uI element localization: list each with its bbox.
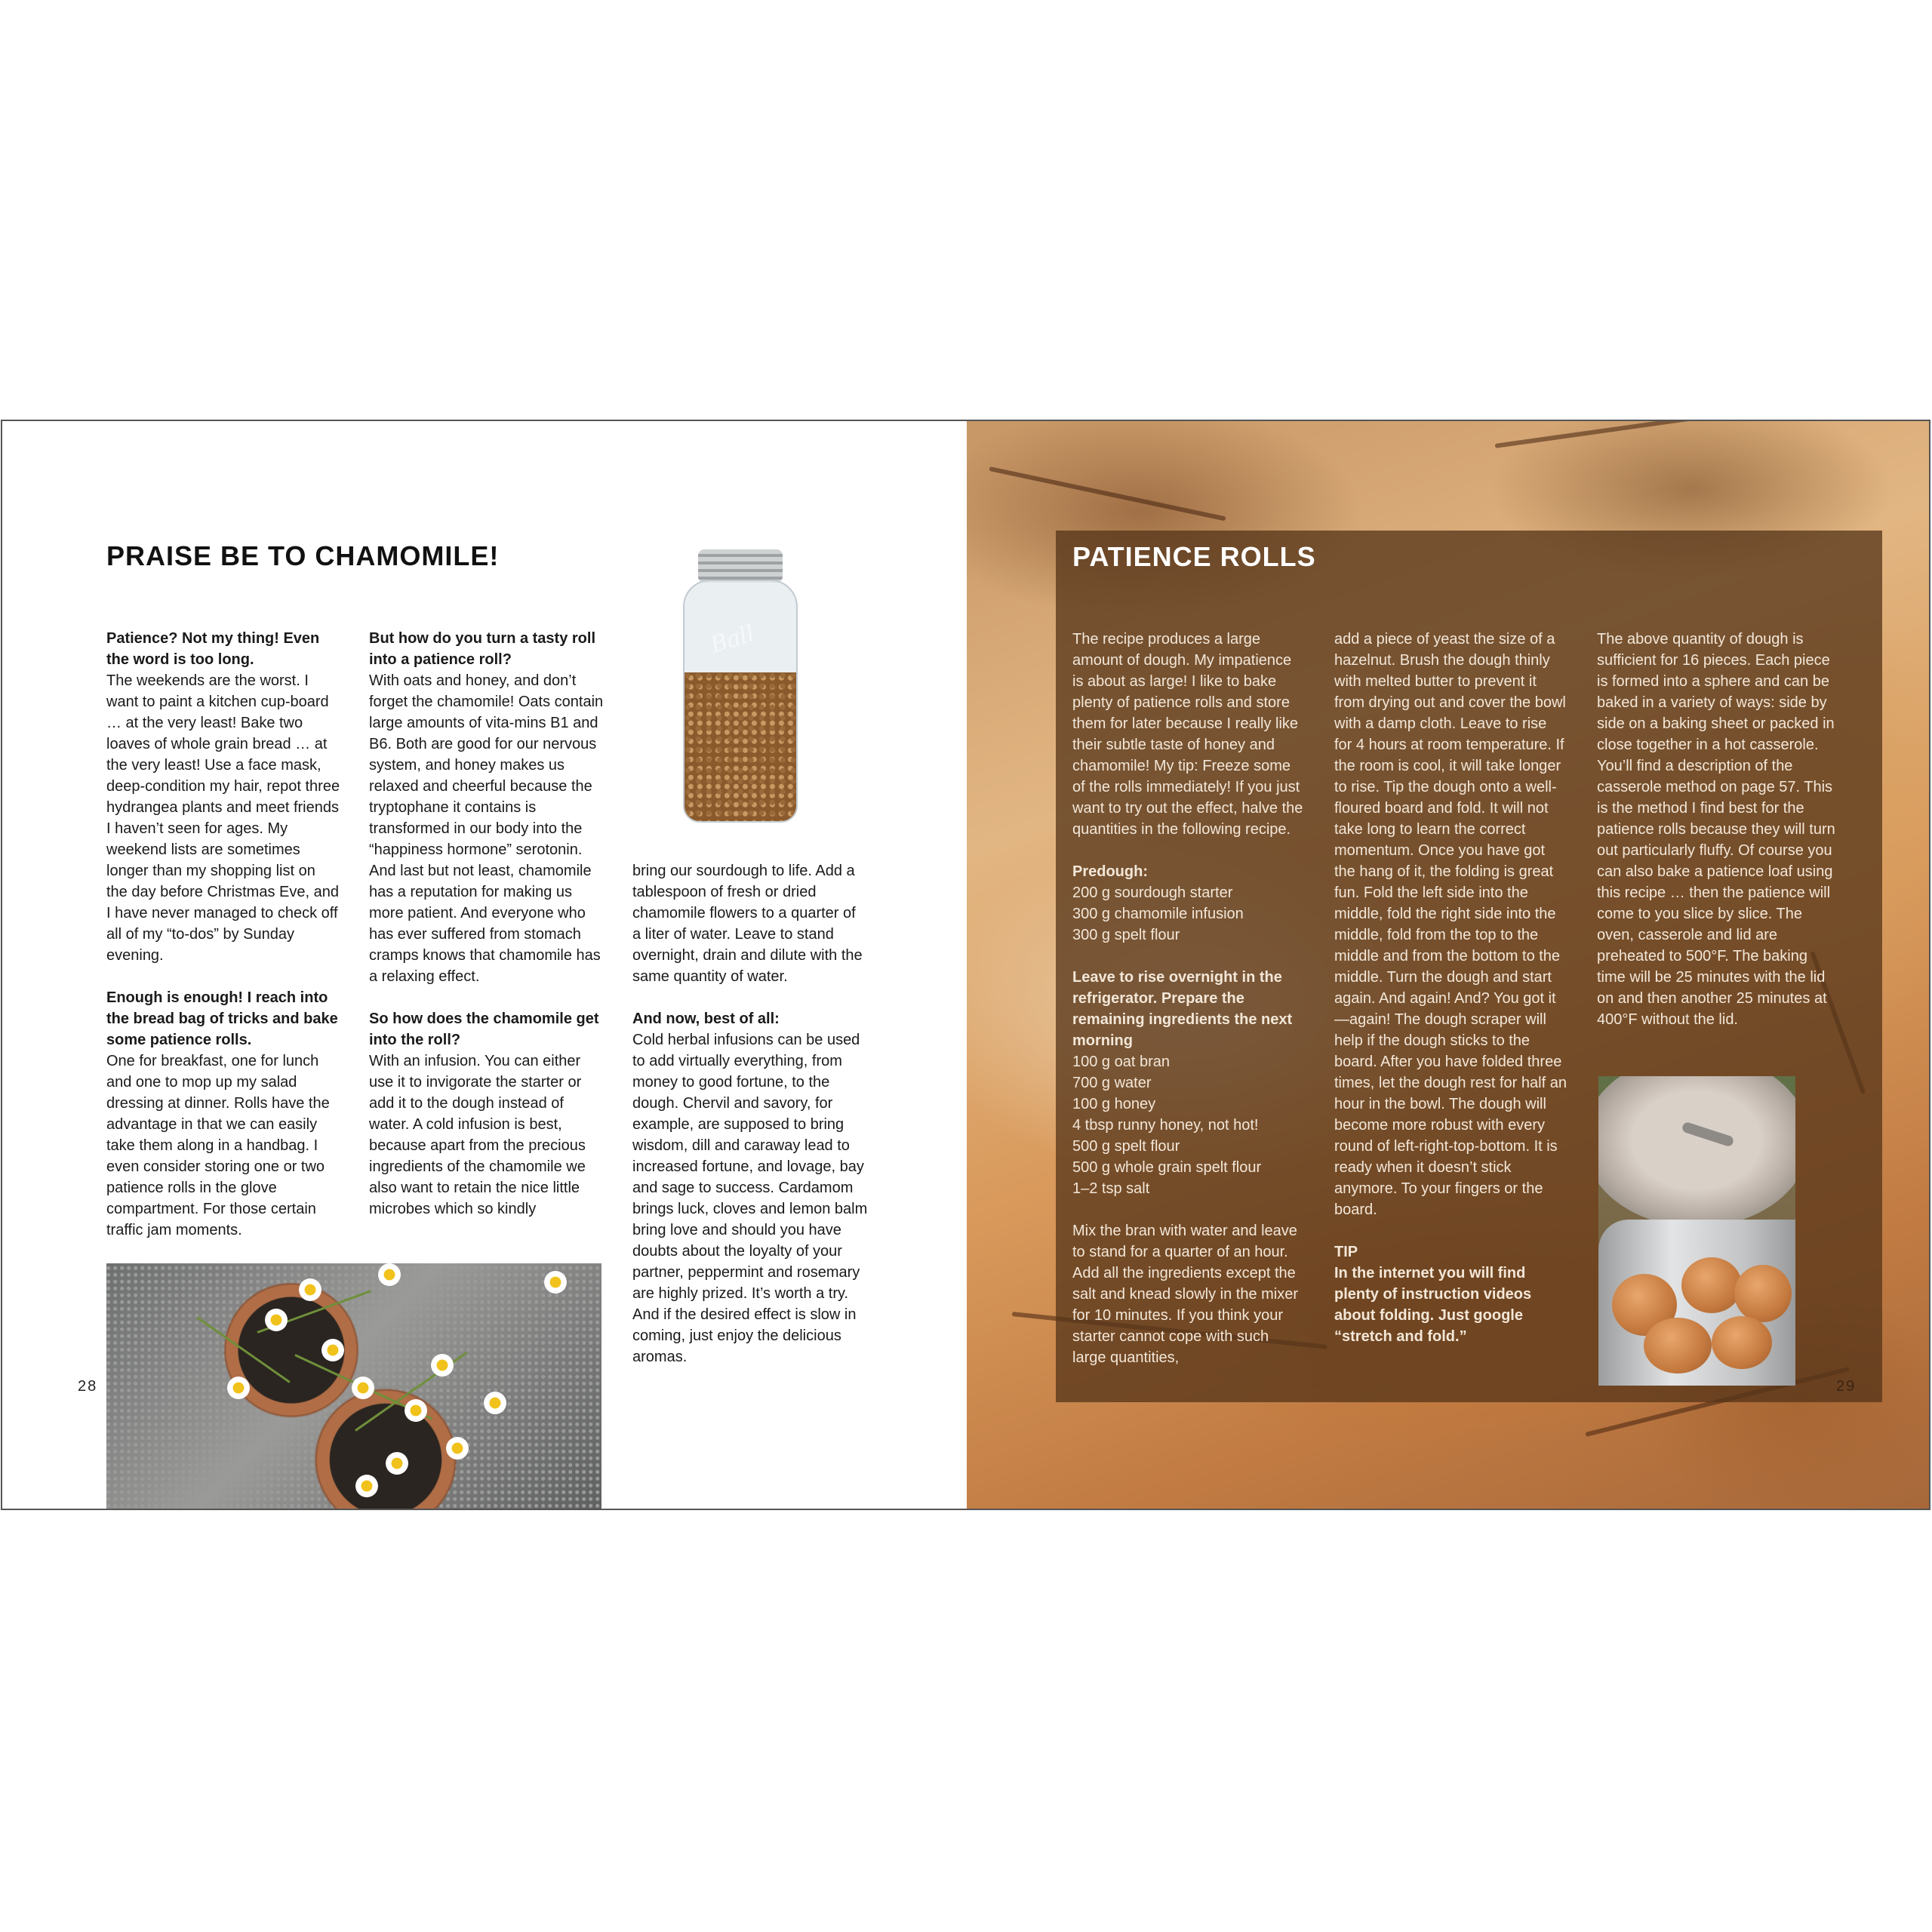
daisy bbox=[299, 1278, 321, 1301]
baked-roll bbox=[1734, 1265, 1792, 1322]
daisy bbox=[355, 1475, 378, 1497]
folding-instructions: add a piece of yeast the size of a hazelnut. Brush the dough thinly with melted butter to prevent it from drying out and cover the bowl with a damp cloth. Leave to rise for 4 hours at room temperature. If the room is cool, it will take longer to rise. Tip the dough onto a well-floured board and fold. It will not take long to learn the correct momentum. Once you have got the hang of it, the folding is great fun. Fold the left side into the middle, fold the right side into the middle, fold from the top to the middle and from the bottom to the middle. Turn the dough and start again. And again! And? You got it—again! The dough scraper will help if the dough sticks to the board. After you have folded three times, let the dough rest for half an hour in the bowl. The dough will become more robust with every round of left-right-top-bottom. It is ready when it doesn’t stick anymore. To your fingers or the board. bbox=[1334, 631, 1567, 1218]
left-page bbox=[2, 421, 967, 1509]
recipe-column-1 bbox=[1072, 629, 1306, 1389]
chamomile-pots-photo bbox=[106, 1263, 601, 1510]
page-number-left: 28 bbox=[78, 1378, 98, 1395]
daisy bbox=[321, 1339, 344, 1361]
cookie-tin-photo bbox=[1598, 1076, 1795, 1386]
baked-roll bbox=[1712, 1316, 1772, 1369]
daisy bbox=[544, 1271, 567, 1294]
paragraph: Enough is enough! I reach into the bread bag of tricks and bake some patience rolls. One for breakfast, one for lunch and one to mop up my salad dressing at dinner. Rolls have the advantage in that we can easily take them along in a handbag. I even consider storing one or two patience rolls in the glove compartment. For those certain traffic jam moments. bbox=[106, 989, 338, 1238]
daisy bbox=[265, 1309, 288, 1331]
predough-section: Predough: 200 g sourdough starter 300 g chamomile infusion 300 g spelt flour bbox=[1072, 863, 1244, 943]
recipe-column-3 bbox=[1597, 629, 1840, 1051]
daisy bbox=[405, 1399, 427, 1422]
daisy bbox=[378, 1263, 401, 1286]
paragraph: bring our sourdough to life. Add a tablespoon of fresh or dried chamomile flowers to a quarter of a liter of water. Leave to stand overnight, drain and dilute with the same quantity of water. bbox=[632, 863, 863, 985]
tip-box: TIP In the internet you will find plenty of instruction videos about folding. Just google “stretch and fold.” bbox=[1334, 1244, 1532, 1345]
paragraph: And now, best of all: Cold herbal infusions can be used to add virtually everything, from money to good fortune, to the dough. Chervil and savory, for example, are supposed to bring wisdom, dill and caraway lead to increased fortune, and lovage, bay and sage to success. Cardamom brings luck, cloves and lemon balm bring love and should you have doubts about the loyalty of your partner, peppermint and rosemary are highly prized. It’s worth a try. And if the desired effect is slow in coming, just enjoy the delicious aromas. bbox=[632, 1011, 868, 1365]
paragraph: But how do you turn a tasty roll into a patience roll? With oats and honey, and don’t forget the chamomile! Oats contain large amounts of vita-mins B1 and B6. Both are good for our nervous system, and honey makes us relaxed and cheerful because the tryptophane it contains is transformed in our body into the “happiness hormone” serotonin. And last but not least, chamomile has a reputation for making us more patient. And everyone who has ever suffered from stomach cramps knows that chamomile has a relaxing effect. bbox=[369, 630, 604, 985]
daisy bbox=[431, 1354, 454, 1377]
chamomile-jar-photo bbox=[680, 549, 801, 824]
right-page bbox=[967, 421, 1930, 1509]
jar-body bbox=[683, 580, 798, 823]
paragraph: So how does the chamomile get into the roll? With an infusion. You can either use it to invigorate the starter or add it to the dough instead of water. A cold infusion is best, because apart from the precious ingredients of the chamomile we also want to retain the nice little microbes which so kindly bbox=[369, 1011, 599, 1217]
baked-roll bbox=[1644, 1318, 1712, 1374]
daisy bbox=[386, 1452, 408, 1475]
left-column-3 bbox=[632, 860, 868, 1389]
page-number-right: 29 bbox=[1836, 1378, 1857, 1395]
jar-embossed-logo: Ball bbox=[707, 620, 758, 660]
daisy bbox=[446, 1437, 469, 1460]
left-column-2 bbox=[369, 628, 605, 1241]
daisy bbox=[352, 1377, 374, 1399]
jar-lid bbox=[698, 549, 783, 583]
recipe-column-2 bbox=[1334, 629, 1568, 1368]
left-column-1 bbox=[106, 628, 340, 1262]
page-title-chamomile: PRAISE BE TO CHAMOMILE! bbox=[106, 540, 500, 571]
ingredients-section: Leave to rise overnight in the refrigerator. Prepare the remaining ingredients the next morning 100 g oat bran 700 g water 100 g honey 4 tbsp runny honey, not hot! 500 g spelt flour 500 g whole grain spelt flour 1–2 tsp salt bbox=[1072, 969, 1293, 1197]
dried-chamomile bbox=[685, 672, 796, 821]
bread-crack bbox=[1495, 421, 1780, 448]
baking-instructions: The above quantity of dough is sufficient for 16 pieces. Each piece is formed into a sphere and can be baked in a variety of ways: side by side on a baking sheet or packed in close together in a hot casserole. You’ll find a description of the casserole method on page 57. This is the method I find best for the patience rolls because they will turn out particularly fluffy. Of course you can also bake a patience loaf using this recipe … then the patience will come to you slice by slice. The oven, casserole and lid are preheated to 500°F. The baking time will be 25 minutes with the lid on and then another 25 minutes at 400°F without the lid. bbox=[1597, 631, 1835, 1028]
recipe-intro: The recipe produces a large amount of dough. My impatience is about as large! I like to bake plenty of patience rolls and store them for later because I really like their subtle taste of honey and chamomile! My tip: Freeze some of the rolls immediately! If you just want to try out the effect, halve the quantities in the following recipe. bbox=[1072, 631, 1303, 838]
book-spread bbox=[1, 420, 1930, 1510]
daisy bbox=[484, 1392, 506, 1414]
paragraph: Patience? Not my thing! Even the word is too long. The weekends are the worst. I want to paint a kitchen cup-board … at the very least! Bake two loaves of whole grain bread … at the very least! Use a face mask, deep-condition my hair, repot three hydrangea plants and meet friends I haven’t seen for ages. My weekend lists are sometimes longer than my shopping list on the day before Christmas Eve, and I have never managed to check off all of my “to-dos” by Sunday evening. bbox=[106, 630, 340, 964]
recipe-method: Mix the bran with water and leave to stand for a quarter of an hour. Add all the ingredients except the salt and knead slowly in the mixer for 10 minutes. If you think your starter cannot cope with such large quantities, bbox=[1072, 1223, 1299, 1366]
daisy bbox=[227, 1377, 250, 1399]
bread-crack bbox=[989, 466, 1226, 521]
page-title-patience-rolls: PATIENCE ROLLS bbox=[1072, 541, 1316, 572]
baked-roll bbox=[1681, 1257, 1742, 1313]
tin-lid bbox=[1598, 1076, 1795, 1227]
